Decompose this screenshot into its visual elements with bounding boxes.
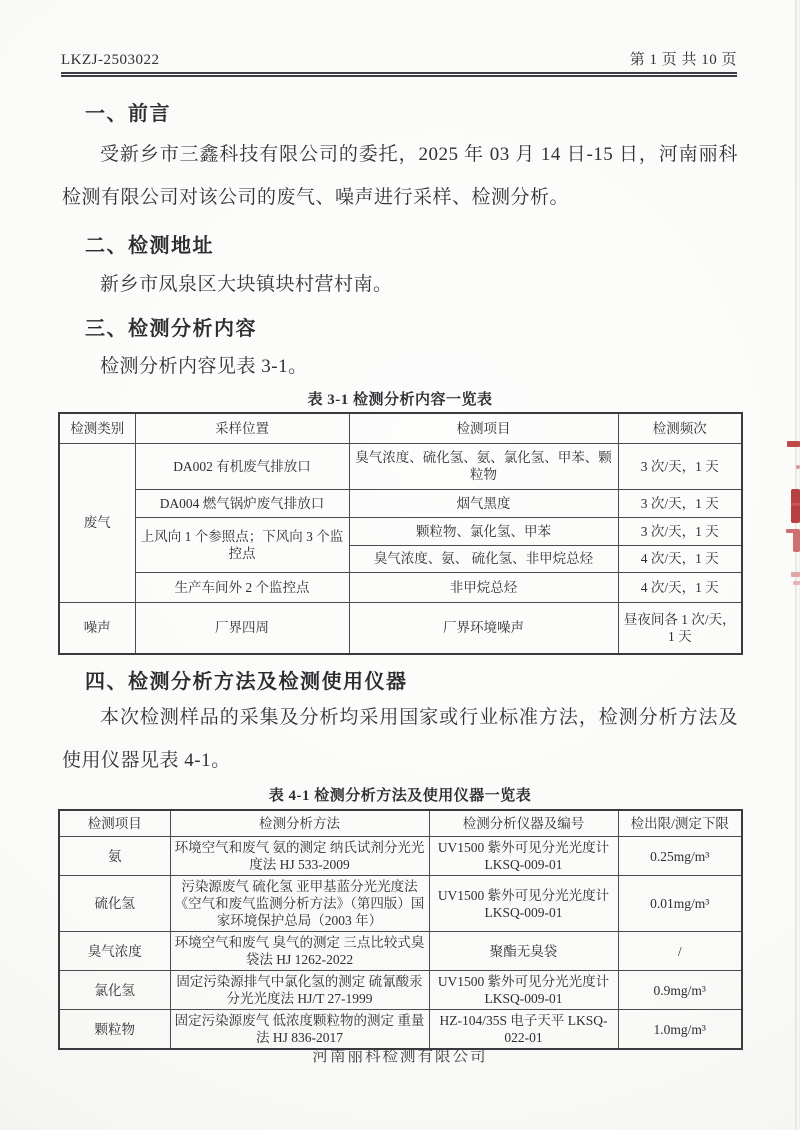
red-stamp-fragment-icon [787, 441, 800, 447]
table-row [59, 932, 742, 971]
cell-method: 环境空气和废气 臭气的测定 三点比较式臭袋法 HJ 1262-2022 [170, 932, 429, 971]
col-header-instrument: 检测分析仪器及编号 [429, 810, 618, 837]
col-header-limit: 检出限/测定下限 [618, 810, 742, 837]
cell-item: 氯化氢 [59, 971, 170, 1010]
cell-items: 臭气浓度、氨、 硫化氢、非甲烷总烃 [349, 545, 618, 572]
cell-position: DA002 有机废气排放口 [135, 443, 349, 489]
red-stamp-fragment-icon [796, 465, 800, 469]
cell-items: 臭气浓度、硫化氢、氨、氯化氢、甲苯、颗粒物 [349, 443, 618, 489]
col-header-item: 检测项目 [59, 810, 170, 837]
cell-position: 上风向 1 个参照点；下风向 3 个监控点 [135, 517, 349, 572]
table-row [59, 971, 742, 1010]
cell-limit: 0.9mg/m³ [618, 971, 742, 1010]
section-heading-address: 二、检测地址 [85, 235, 214, 257]
cell-method: 固定污染源废气 低浓度颗粒物的测定 重量法 HJ 836-2017 [170, 1010, 429, 1050]
red-stamp-fragment-icon [786, 529, 795, 533]
cell-limit: / [618, 932, 742, 971]
page-number-indicator: 第 1 页 共 10 页 [629, 52, 737, 68]
cell-instrument: UV1500 紫外可见分光光度计 LKSQ-009-01 [429, 971, 618, 1010]
cell-frequency: 4 次/天，1 天 [618, 545, 742, 572]
table-row [59, 572, 742, 602]
section-heading-foreword: 一、前言 [85, 103, 171, 125]
cell-limit: 0.01mg/m³ [618, 876, 742, 932]
section-heading-content: 三、检测分析内容 [85, 318, 257, 340]
scan-edge-line [795, 0, 797, 1130]
cell-position: DA004 燃气锅炉废气排放口 [135, 489, 349, 517]
table-4-1-caption: 表 4-1 检测分析方法及使用仪器一览表 [268, 788, 532, 804]
cell-frequency: 3 次/天，1 天 [618, 443, 742, 489]
red-stamp-fragment-icon [791, 572, 800, 577]
cell-method: 固定污染源排气中氯化氢的测定 硫氰酸汞分光光度法 HJ/T 27-1999 [170, 971, 429, 1010]
table-row [59, 602, 742, 654]
table-3-1 [58, 412, 743, 655]
cell-items: 非甲烷总烃 [349, 572, 618, 602]
red-stamp-fragment-icon [791, 489, 800, 523]
col-header-position: 采样位置 [135, 413, 349, 443]
table-header-row [59, 810, 742, 837]
table-3-1-caption: 表 3-1 检测分析内容一览表 [307, 392, 493, 408]
cell-limit: 1.0mg/m³ [618, 1010, 742, 1050]
cell-frequency: 昼夜间各 1 次/天，1 天 [618, 602, 742, 654]
cell-position: 厂界四周 [135, 602, 349, 654]
col-header-frequency: 检测频次 [618, 413, 742, 443]
cell-frequency: 4 次/天，1 天 [618, 572, 742, 602]
paragraph-address: 新乡市凤泉区大块镇块村营村南。 [100, 274, 393, 295]
cell-instrument: UV1500 紫外可见分光光度计 LKSQ-009-01 [429, 837, 618, 876]
table-row [59, 489, 742, 517]
cell-items: 烟气黑度 [349, 489, 618, 517]
table-header-row [59, 413, 742, 443]
col-header-method: 检测分析方法 [170, 810, 429, 837]
cell-category: 废气 [59, 443, 135, 602]
cell-limit: 0.25mg/m³ [618, 837, 742, 876]
cell-instrument: UV1500 紫外可见分光光度计 LKSQ-009-01 [429, 876, 618, 932]
footer-company-name: 河南丽科检测有限公司 [312, 1048, 488, 1065]
document-number: LKZJ-2503022 [61, 52, 160, 68]
cell-item: 臭气浓度 [59, 932, 170, 971]
section-heading-methods: 四、检测分析方法及检测使用仪器 [85, 671, 408, 693]
cell-instrument: 聚酯无臭袋 [429, 932, 618, 971]
cell-frequency: 3 次/天，1 天 [618, 489, 742, 517]
cell-method: 环境空气和废气 氨的测定 纳氏试剂分光光度法 HJ 533-2009 [170, 837, 429, 876]
table-row [59, 517, 742, 545]
table-row [59, 443, 742, 489]
cell-position: 生产车间外 2 个监控点 [135, 572, 349, 602]
page-header [61, 48, 737, 77]
cell-method: 污染源废气 硫化氢 亚甲基蓝分光光度法《空气和废气监测分析方法》（第四版）国家环境保护总局（2003 年） [170, 876, 429, 932]
cell-items: 颗粒物、氯化氢、甲苯 [349, 517, 618, 545]
cell-items: 厂界环境噪声 [349, 602, 618, 654]
paragraph-content: 检测分析内容见表 3-1。 [100, 356, 308, 377]
table-row [59, 876, 742, 932]
cell-frequency: 3 次/天，1 天 [618, 517, 742, 545]
cell-item: 硫化氢 [59, 876, 170, 932]
cell-category: 噪声 [59, 602, 135, 654]
paragraph-foreword: 受新乡市三鑫科技有限公司的委托，2025 年 03 月 14 日-15 日，河南丽科检测有限公司对该公司的废气、噪声进行采样、检测分析。 [62, 144, 738, 208]
cell-item: 颗粒物 [59, 1010, 170, 1050]
col-header-category: 检测类别 [59, 413, 135, 443]
red-stamp-fragment-icon [793, 581, 800, 585]
cell-item: 氨 [59, 837, 170, 876]
table-4-1 [58, 809, 743, 1050]
cell-instrument: HZ-104/35S 电子天平 LKSQ-022-01 [429, 1010, 618, 1050]
col-header-items: 检测项目 [349, 413, 618, 443]
table-row [59, 837, 742, 876]
paragraph-methods: 本次检测样品的采集及分析均采用国家或行业标准方法，检测分析方法及使用仪器见表 4-1。 [62, 707, 738, 771]
